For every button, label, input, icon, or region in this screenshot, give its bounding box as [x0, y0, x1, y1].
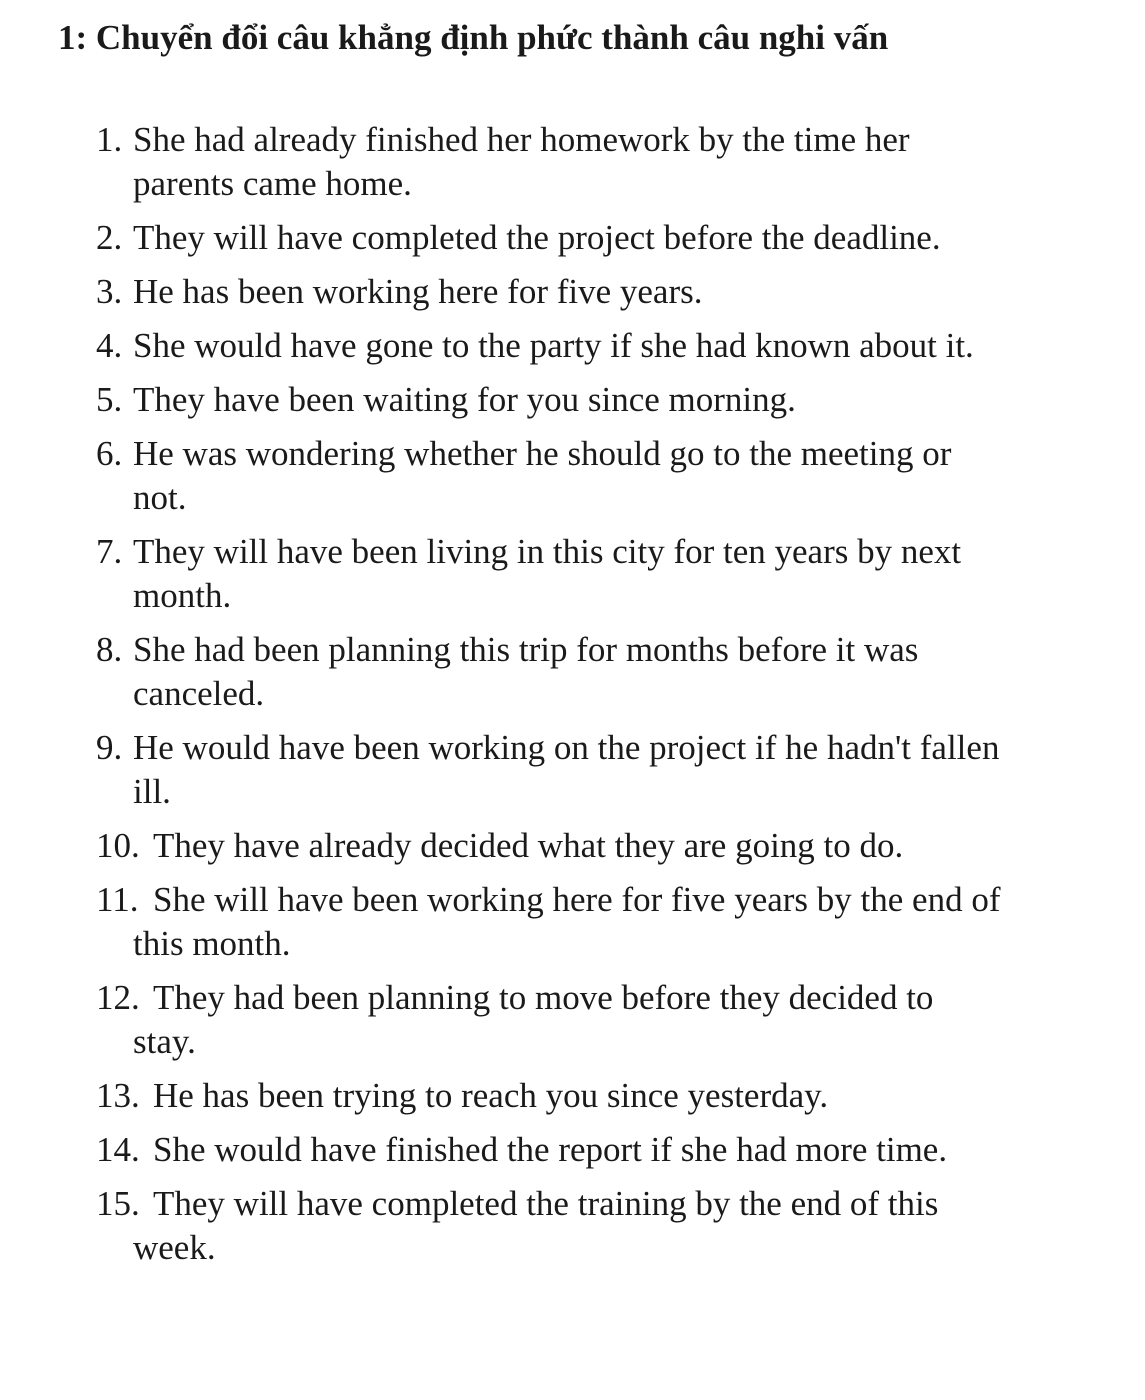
list-item [0, 270, 1005, 314]
item-text: He was wondering whether he should go to the meeting or not. [133, 434, 952, 517]
list-item [0, 216, 1005, 260]
item-text: They will have completed the project before the deadline. [133, 218, 941, 257]
item-number: 7. [96, 532, 123, 571]
item-number: 12. [96, 978, 140, 1017]
item-text: They will have been living in this city for ten years by next month. [133, 532, 962, 615]
item-number: 10. [96, 826, 140, 865]
list-item [0, 118, 1005, 206]
item-text: They have already decided what they are going to do. [153, 826, 904, 865]
item-number: 6. [96, 434, 123, 473]
list-item [0, 530, 1005, 618]
item-text: They will have completed the training by the end of this week. [133, 1184, 939, 1267]
list-item [0, 1074, 1005, 1118]
list-item [0, 1128, 1005, 1172]
list-item [0, 824, 1005, 868]
list-item [0, 628, 1005, 716]
item-number: 9. [96, 728, 123, 767]
item-text: She would have finished the report if she had more time. [153, 1130, 948, 1169]
list-item [0, 324, 1005, 368]
sentence-list [0, 118, 1145, 1280]
item-number: 5. [96, 380, 123, 419]
item-text: She had already finished her homework by the time her parents came home. [133, 120, 910, 203]
item-number: 4. [96, 326, 123, 365]
list-item [0, 976, 1005, 1064]
item-number: 11. [96, 880, 139, 919]
item-text: He has been trying to reach you since yesterday. [153, 1076, 829, 1115]
list-item [0, 1182, 1005, 1270]
item-text: He would have been working on the project if he hadn't fallen ill. [133, 728, 1000, 811]
item-text: He has been working here for five years. [133, 272, 703, 311]
item-number: 14. [96, 1130, 140, 1169]
item-text: They have been waiting for you since morning. [133, 380, 796, 419]
item-number: 13. [96, 1076, 140, 1115]
list-item [0, 726, 1005, 814]
item-text: She will have been working here for five years by the end of this month. [133, 880, 1001, 963]
item-text: She would have gone to the party if she had known about it. [133, 326, 974, 365]
item-number: 3. [96, 272, 123, 311]
item-text: She had been planning this trip for months before it was canceled. [133, 630, 919, 713]
list-item [0, 432, 1005, 520]
list-item [0, 378, 1005, 422]
item-text: They had been planning to move before they decided to stay. [133, 978, 934, 1061]
item-number: 1. [96, 120, 123, 159]
list-item [0, 878, 1005, 966]
exercise-title: 1: Chuyển đổi câu khẳng định phức thành câu nghi vấn [58, 18, 889, 57]
item-number: 8. [96, 630, 123, 669]
item-number: 2. [96, 218, 123, 257]
item-number: 15. [96, 1184, 140, 1223]
